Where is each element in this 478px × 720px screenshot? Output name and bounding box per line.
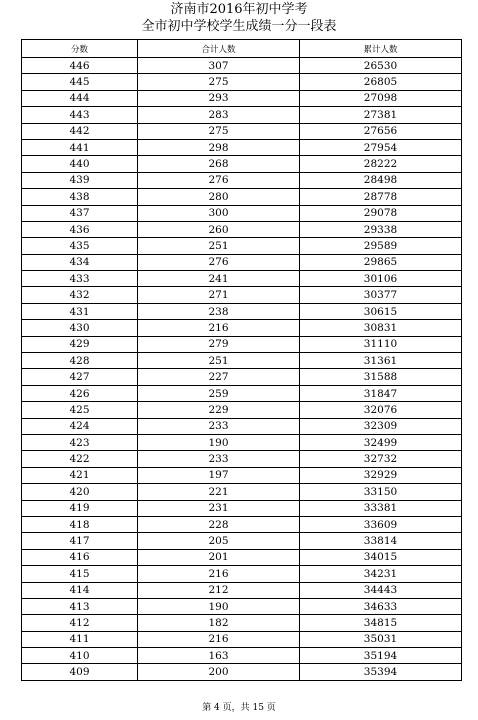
count-cell: 307: [138, 58, 300, 74]
count-cell: 279: [138, 336, 300, 352]
cumulative-cell: 27656: [300, 123, 462, 139]
table-row: [22, 582, 462, 598]
cumulative-cell: 31588: [300, 369, 462, 385]
cumulative-cell: 27098: [300, 90, 462, 106]
score-cell: 436: [22, 221, 138, 237]
cumulative-cell: 29078: [300, 205, 462, 221]
score-cell: 425: [22, 402, 138, 418]
count-cell: 233: [138, 451, 300, 467]
header-count: 合计人数: [138, 40, 300, 58]
table-row: [22, 90, 462, 106]
cumulative-cell: 34443: [300, 582, 462, 598]
count-cell: 163: [138, 648, 300, 664]
header-cumulative: 累计人数: [300, 40, 462, 58]
count-cell: 201: [138, 549, 300, 565]
cumulative-cell: 28222: [300, 156, 462, 172]
count-cell: 216: [138, 320, 300, 336]
cumulative-cell: 34815: [300, 615, 462, 631]
count-cell: 268: [138, 156, 300, 172]
table-row: [22, 369, 462, 385]
score-cell: 441: [22, 139, 138, 155]
cumulative-cell: 32929: [300, 467, 462, 483]
score-cell: 438: [22, 189, 138, 205]
count-cell: 259: [138, 385, 300, 401]
count-cell: 276: [138, 254, 300, 270]
score-cell: 417: [22, 533, 138, 549]
cumulative-cell: 29589: [300, 238, 462, 254]
score-cell: 446: [22, 58, 138, 74]
cumulative-cell: 27381: [300, 107, 462, 123]
score-cell: 420: [22, 484, 138, 500]
score-cell: 423: [22, 434, 138, 450]
score-cell: 431: [22, 303, 138, 319]
count-cell: 221: [138, 484, 300, 500]
score-cell: 410: [22, 648, 138, 664]
score-cell: 432: [22, 287, 138, 303]
table-row: [22, 74, 462, 90]
count-cell: 241: [138, 271, 300, 287]
score-cell: 424: [22, 418, 138, 434]
cumulative-cell: 30106: [300, 271, 462, 287]
cumulative-cell: 29338: [300, 221, 462, 237]
score-cell: 428: [22, 353, 138, 369]
score-cell: 444: [22, 90, 138, 106]
table-row: [22, 516, 462, 532]
table-row: [22, 254, 462, 270]
table-row: [22, 467, 462, 483]
score-cell: 442: [22, 123, 138, 139]
table-row: [22, 139, 462, 155]
score-cell: 421: [22, 467, 138, 483]
count-cell: 216: [138, 631, 300, 647]
score-cell: 445: [22, 74, 138, 90]
count-cell: 182: [138, 615, 300, 631]
count-cell: 205: [138, 533, 300, 549]
score-cell: 415: [22, 566, 138, 582]
count-cell: 275: [138, 123, 300, 139]
table-row: [22, 320, 462, 336]
cumulative-cell: 33814: [300, 533, 462, 549]
table-row: [22, 385, 462, 401]
cumulative-cell: 30615: [300, 303, 462, 319]
count-cell: 251: [138, 238, 300, 254]
score-cell: 418: [22, 516, 138, 532]
score-cell: 439: [22, 172, 138, 188]
score-cell: 409: [22, 664, 138, 680]
score-cell: 429: [22, 336, 138, 352]
count-cell: 197: [138, 467, 300, 483]
document-subtitle: 全市初中学校学生成绩一分一段表: [141, 19, 337, 34]
count-cell: 231: [138, 500, 300, 516]
count-cell: 260: [138, 221, 300, 237]
count-cell: 251: [138, 353, 300, 369]
table-row: [22, 221, 462, 237]
table-row: [22, 353, 462, 369]
table-row: [22, 238, 462, 254]
score-cell: 422: [22, 451, 138, 467]
table-row: [22, 271, 462, 287]
table-row: [22, 648, 462, 664]
count-cell: 293: [138, 90, 300, 106]
table-row: [22, 402, 462, 418]
table-row: [22, 156, 462, 172]
count-cell: 229: [138, 402, 300, 418]
cumulative-cell: 29865: [300, 254, 462, 270]
table-row: [22, 189, 462, 205]
table-row: [22, 533, 462, 549]
table-row: [22, 598, 462, 614]
page-footer: 第 4 页，共 15 页: [202, 703, 276, 713]
count-cell: 233: [138, 418, 300, 434]
score-cell: 434: [22, 254, 138, 270]
table-row: [22, 205, 462, 221]
score-cell: 433: [22, 271, 138, 287]
count-cell: 298: [138, 139, 300, 155]
count-cell: 216: [138, 566, 300, 582]
count-cell: 227: [138, 369, 300, 385]
cumulative-cell: 26805: [300, 74, 462, 90]
cumulative-cell: 35394: [300, 664, 462, 680]
score-cell: 437: [22, 205, 138, 221]
table-row: [22, 500, 462, 516]
cumulative-cell: 33381: [300, 500, 462, 516]
count-cell: 283: [138, 107, 300, 123]
table-header-row: [22, 40, 462, 58]
cumulative-cell: 35194: [300, 648, 462, 664]
cumulative-cell: 34633: [300, 598, 462, 614]
cumulative-cell: 30377: [300, 287, 462, 303]
score-cell: 413: [22, 598, 138, 614]
table-row: [22, 549, 462, 565]
cumulative-cell: 28778: [300, 189, 462, 205]
count-cell: 276: [138, 172, 300, 188]
score-cell: 435: [22, 238, 138, 254]
table-row: [22, 107, 462, 123]
score-cell: 440: [22, 156, 138, 172]
cumulative-cell: 34231: [300, 566, 462, 582]
table-row: [22, 123, 462, 139]
cumulative-cell: 35031: [300, 631, 462, 647]
table-body: [22, 58, 462, 681]
table-row: [22, 615, 462, 631]
count-cell: 300: [138, 205, 300, 221]
cumulative-cell: 32499: [300, 434, 462, 450]
cumulative-cell: 33150: [300, 484, 462, 500]
cumulative-cell: 32309: [300, 418, 462, 434]
cumulative-cell: 26530: [300, 58, 462, 74]
table-row: [22, 172, 462, 188]
score-cell: 414: [22, 582, 138, 598]
count-cell: 238: [138, 303, 300, 319]
cumulative-cell: 34015: [300, 549, 462, 565]
table-row: [22, 451, 462, 467]
table-row: [22, 631, 462, 647]
header-score: 分数: [22, 40, 138, 58]
count-cell: 190: [138, 434, 300, 450]
score-cell: 427: [22, 369, 138, 385]
cumulative-cell: 31361: [300, 353, 462, 369]
table-row: [22, 418, 462, 434]
table-row: [22, 664, 462, 680]
score-cell: 430: [22, 320, 138, 336]
cumulative-cell: 30831: [300, 320, 462, 336]
cumulative-cell: 31110: [300, 336, 462, 352]
score-cell: 443: [22, 107, 138, 123]
cumulative-cell: 32732: [300, 451, 462, 467]
table-row: [22, 484, 462, 500]
score-cell: 412: [22, 615, 138, 631]
count-cell: 275: [138, 74, 300, 90]
count-cell: 228: [138, 516, 300, 532]
table-row: [22, 58, 462, 74]
count-cell: 271: [138, 287, 300, 303]
score-cell: 416: [22, 549, 138, 565]
score-cell: 419: [22, 500, 138, 516]
cumulative-cell: 31847: [300, 385, 462, 401]
cumulative-cell: 32076: [300, 402, 462, 418]
count-cell: 280: [138, 189, 300, 205]
table-row: [22, 303, 462, 319]
score-distribution-table: [21, 39, 462, 681]
score-cell: 411: [22, 631, 138, 647]
table-row: [22, 287, 462, 303]
table-row: [22, 434, 462, 450]
table-row: [22, 566, 462, 582]
cumulative-cell: 33609: [300, 516, 462, 532]
count-cell: 212: [138, 582, 300, 598]
document-title: 济南市2016年初中学考: [170, 2, 308, 17]
table-row: [22, 336, 462, 352]
score-cell: 426: [22, 385, 138, 401]
count-cell: 190: [138, 598, 300, 614]
cumulative-cell: 28498: [300, 172, 462, 188]
cumulative-cell: 27954: [300, 139, 462, 155]
count-cell: 200: [138, 664, 300, 680]
